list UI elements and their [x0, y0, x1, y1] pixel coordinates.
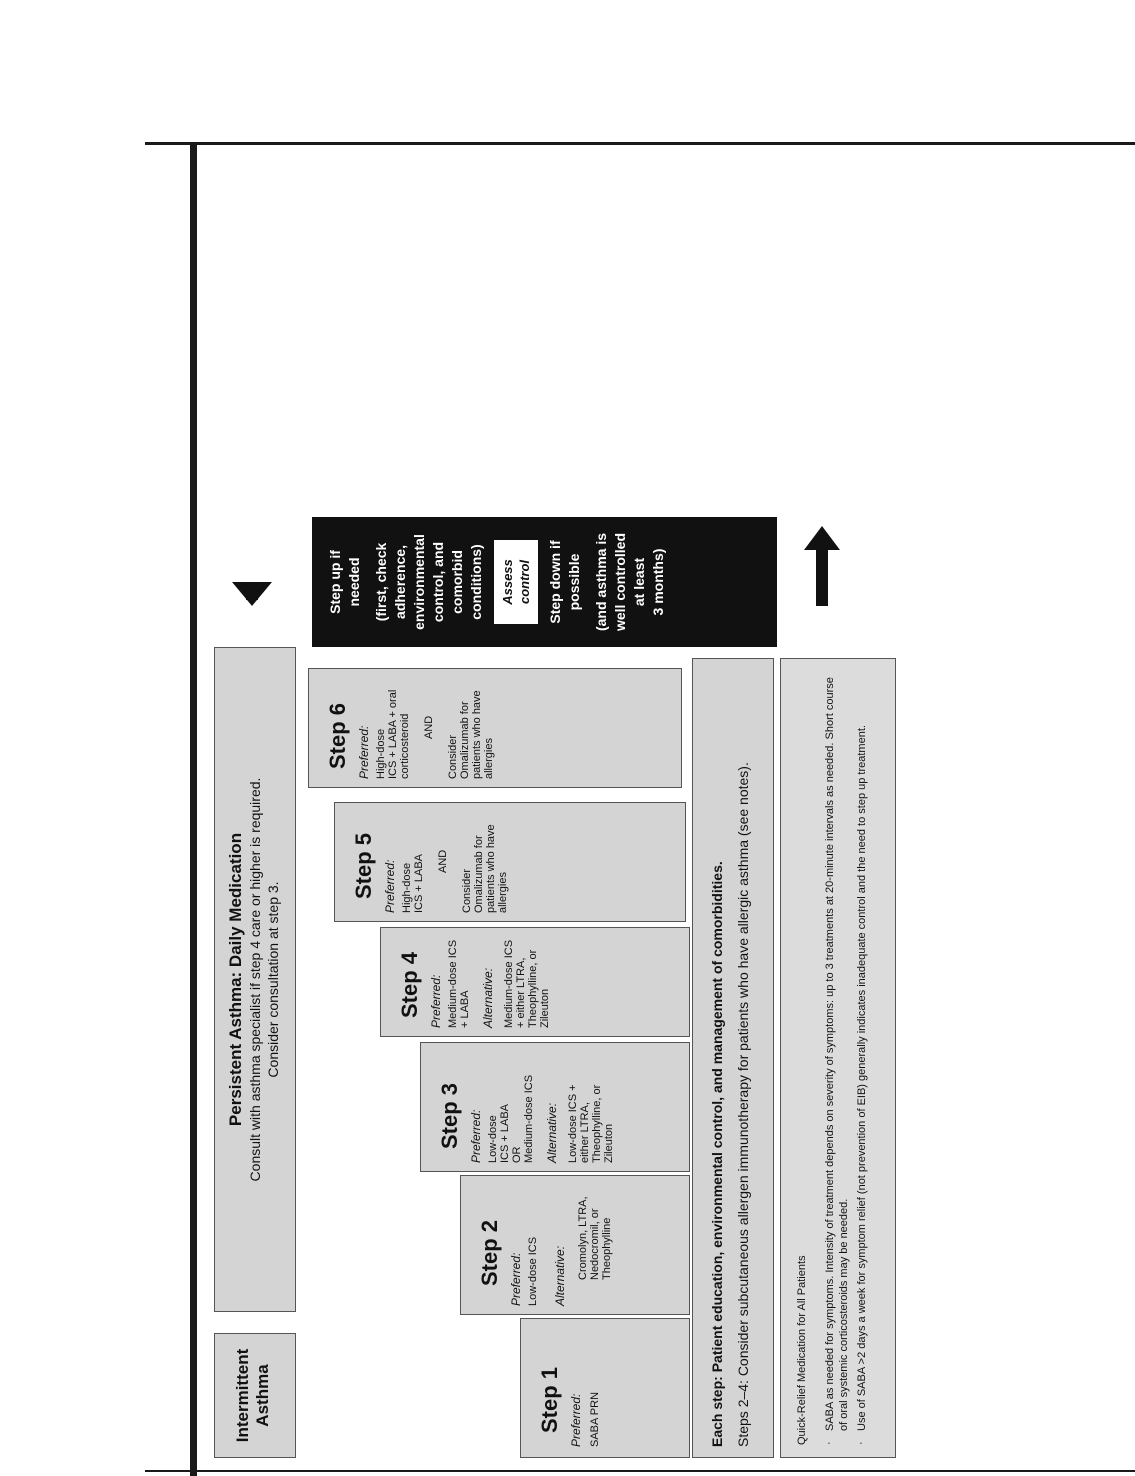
step-down-arrow-icon: [802, 524, 842, 624]
step-5-consider-line: patients who have: [485, 824, 497, 913]
step-down-note-line: (and asthma is: [593, 532, 609, 632]
quick-relief-title: Quick-Relief Medication for All Patients: [796, 1255, 808, 1445]
assess-line: control: [517, 559, 532, 605]
step-4-alternative-line: + either LTRA,: [515, 957, 527, 1028]
step-4-alternative-line: Zileuton: [539, 988, 551, 1028]
bottom-rule: [145, 1470, 1135, 1472]
persistent-header: [214, 647, 296, 1312]
quick-relief-bullet-text: Use of SABA >2 days a week for symptom relief (not prevention of EIB) generally indicates inadequate control and the need to step up treatment.: [856, 725, 868, 1431]
step-up-line: needed: [346, 557, 362, 607]
assess-control-box: [494, 540, 538, 624]
intermittent-header: [214, 1333, 296, 1458]
assess-line: Assess: [500, 559, 515, 605]
bullet-dot-icon: ·: [855, 1441, 867, 1445]
step-6-preferred-line: corticosteroid: [399, 713, 411, 779]
step-1-preferred-label: Preferred:: [569, 1393, 583, 1447]
step-up-note-line: (first, check: [373, 542, 389, 622]
step-5-consider-line: Consider: [461, 868, 473, 913]
step-3-alternative-line: Zileuton: [603, 1123, 615, 1163]
step-2-alternative-line: Nedocromil, or: [589, 1208, 601, 1280]
step-5-box: [334, 802, 686, 922]
step-4-preferred-line: Medium-dose ICS: [447, 939, 459, 1028]
step-5-preferred-line: High-dose: [401, 862, 413, 913]
step-3-preferred-line: Low-dose: [487, 1115, 499, 1163]
step-3-alternative-label: Alternative:: [545, 1102, 559, 1163]
step-2-alternative-label: Alternative:: [553, 1245, 567, 1306]
step-2-alternative-line: Theophylline: [601, 1217, 613, 1280]
step-4-alternative-line: Medium-dose ICS: [503, 939, 515, 1028]
step-5-preferred-label: Preferred:: [383, 859, 397, 913]
step-1-title: Step 1: [537, 1366, 562, 1433]
step-down-line: Step down if: [547, 540, 563, 624]
each-step-text: Each step: Patient education, environmental control, and management of comorbidities.: [709, 861, 725, 1447]
step-3-preferred-label: Preferred:: [469, 1109, 483, 1163]
step-up-note-line: comorbid: [449, 550, 465, 614]
step-2-preferred-text: Low-dose ICS: [527, 1236, 539, 1306]
top-rule: [145, 142, 1135, 145]
assess-control-panel: [312, 517, 777, 647]
step-3-preferred-line: OR: [511, 1146, 523, 1163]
left-rule: [190, 142, 197, 1476]
step-2-alternative-line: Cromolyn, LTRA,: [577, 1196, 589, 1280]
step-4-alternative-line: Theophylline, or: [527, 949, 539, 1028]
quick-relief-bullet: [855, 671, 869, 1445]
step-up-note-line: environmental: [411, 534, 427, 630]
step-6-preferred-line: High-dose: [375, 728, 387, 779]
persistent-consult: Consult with asthma specialist if step 4 care or higher is required.: [247, 777, 263, 1182]
step-5-preferred-line: ICS + LABA: [413, 853, 425, 913]
step-6-consider-line: patients who have: [471, 690, 483, 779]
step-up-note-line: adherence,: [392, 545, 408, 619]
step-3-preferred-line: ICS + LABA: [499, 1103, 511, 1163]
step-2-title: Step 2: [477, 1219, 502, 1286]
quick-relief-bullet: [823, 671, 851, 1445]
step-4-title: Step 4: [397, 951, 422, 1018]
step-up-note-line: conditions): [468, 544, 484, 620]
step-3-box: [420, 1042, 690, 1172]
step-down-note-line: well controlled: [612, 533, 628, 632]
step-up-line: Step up if: [327, 550, 343, 614]
step-1-box: [520, 1318, 690, 1458]
step-6-box: [308, 668, 682, 788]
step-5-consider-line: allergies: [497, 872, 509, 913]
step-6-and: AND: [423, 715, 435, 739]
step-6-preferred-label: Preferred:: [357, 725, 371, 779]
step-5-consider-line: Omalizumab for: [473, 835, 485, 913]
step-6-preferred-line: ICS + LABA + oral: [387, 689, 399, 779]
step-3-title: Step 3: [437, 1082, 462, 1149]
steps-2-4-text: Steps 2–4: Consider subcutaneous allergen immunotherapy for patients who have allergic asthma (see notes).: [735, 762, 751, 1447]
bullet-dot-icon: ·: [823, 1441, 835, 1445]
step-down-line: possible: [566, 553, 582, 611]
step-6-consider-line: Consider: [447, 734, 459, 779]
step-4-alternative-label: Alternative:: [481, 967, 495, 1028]
step-6-title: Step 6: [325, 702, 350, 769]
step-1-preferred-text: SABA PRN: [589, 1391, 601, 1447]
step-3-alternative-line: either LTRA,: [579, 1102, 591, 1163]
step-down-note-line: 3 months): [650, 548, 666, 616]
each-step-box: [692, 658, 774, 1458]
quick-relief-box: [780, 658, 896, 1458]
step-2-box: [460, 1175, 690, 1315]
persistent-consider: Consider consultation at step 3.: [265, 881, 281, 1078]
step-6-consider-line: Omalizumab for: [459, 701, 471, 779]
step-4-preferred-label: Preferred:: [429, 974, 443, 1028]
step-3-alternative-line: Theophylline, or: [591, 1084, 603, 1163]
step-5-and: AND: [437, 849, 449, 873]
intermittent-title: Intermittent Asthma: [233, 1348, 272, 1443]
quick-relief-bullet-text: SABA as needed for symptoms. Intensity of treatment depends on severity of symptoms: up to 3 treatments at 20-minute intervals as needed. Short course of oral systemic corticosteroids may be needed.: [824, 677, 850, 1431]
persistent-title: Persistent Asthma: Daily Medication: [226, 832, 245, 1127]
step-4-box: [380, 927, 690, 1037]
step-down-note-line: at least: [631, 557, 647, 607]
step-6-consider-line: allergies: [483, 738, 495, 779]
step-3-alternative-line: Low-dose ICS +: [567, 1084, 579, 1163]
step-up-note-line: control, and: [430, 541, 446, 623]
stepwise-diagram: [212, 517, 912, 1462]
step-3-preferred-line: Medium-dose ICS: [523, 1074, 535, 1163]
step-up-arrow-icon: [232, 524, 272, 624]
step-2-preferred-label: Preferred:: [509, 1252, 523, 1306]
step-5-title: Step 5: [351, 832, 376, 899]
step-4-preferred-line: + LABA: [459, 990, 471, 1028]
